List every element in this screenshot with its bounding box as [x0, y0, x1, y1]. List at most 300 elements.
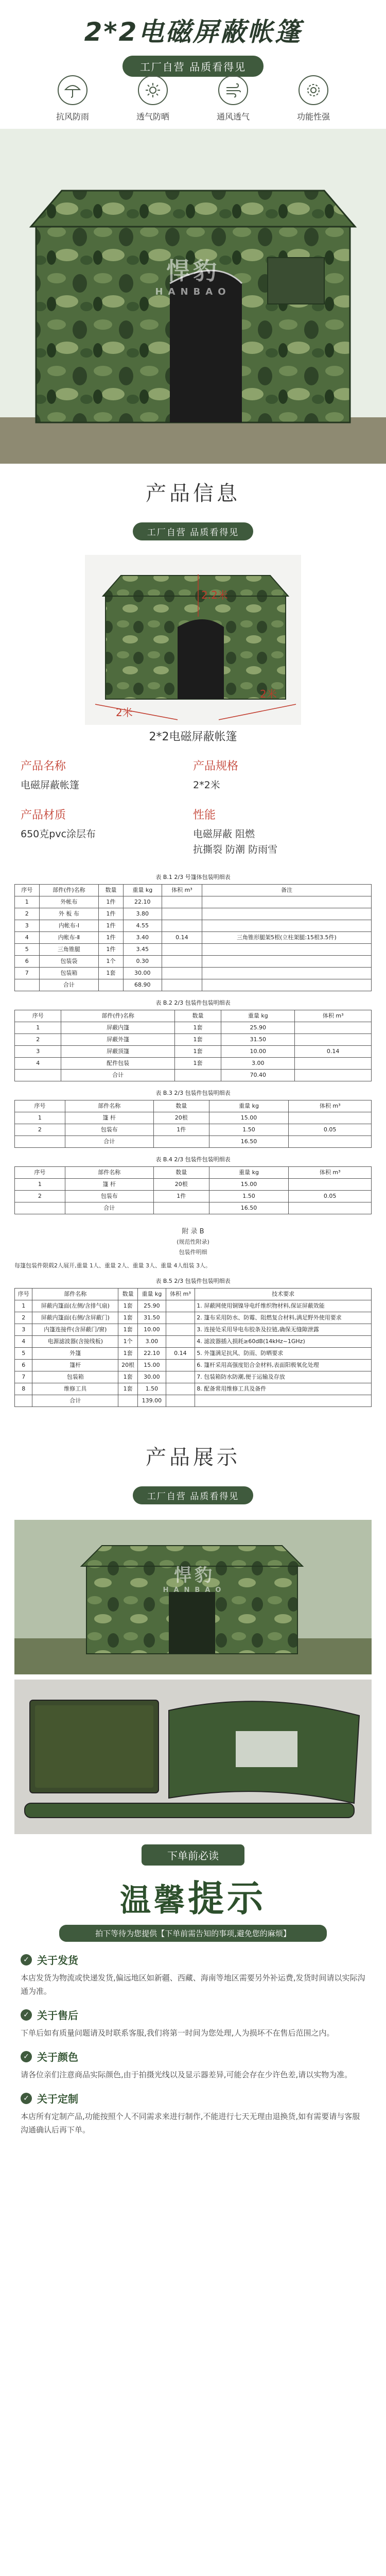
umbrella-icon: [58, 75, 87, 105]
table-cell: 1套: [174, 1034, 221, 1046]
spec-value: 650克pvc涂层布: [21, 828, 96, 840]
table-cell: 20根: [118, 1360, 138, 1371]
spec-value: 电磁屏蔽 阻燃 抗撕裂 防潮 防雨雪: [193, 828, 278, 855]
table-cell: [15, 1070, 61, 1081]
table-cell: 6: [15, 1360, 32, 1371]
table-cell: 3: [15, 920, 40, 932]
table-cell: 16.50: [209, 1202, 289, 1214]
table-header-cell: 部件(件)名称: [61, 1010, 174, 1022]
table-cell: [295, 1022, 372, 1034]
spec-value: 2*2米: [193, 779, 220, 791]
feature-item: [125, 75, 181, 129]
table-cell: 68.90: [123, 979, 162, 991]
table-cell: 屏蔽内篷面(右侧/含屏蔽门): [32, 1312, 118, 1324]
table-cell: 3.40: [123, 932, 162, 944]
notice-heading: [21, 2049, 365, 2064]
table-row: [15, 1112, 372, 1124]
table-header-cell: 备注: [202, 885, 371, 896]
table-cell: 25.90: [221, 1022, 295, 1034]
table-row: [15, 1383, 372, 1395]
table-cell: [118, 1395, 138, 1407]
table-cell: 三角锥形腿架5根(立柱架腿:15根3.5件): [202, 932, 371, 944]
notice-item: [0, 2091, 386, 2137]
table-header-cell: 体积 m³: [289, 1167, 372, 1179]
table-cell: 2. 篷布采用防水、防霉、阻燃复合材料,满足野外使用要求: [195, 1312, 372, 1324]
table-cell: 22.10: [123, 896, 162, 908]
spec-key: 产品材质: [21, 809, 66, 822]
table-cell: [289, 1136, 372, 1148]
table-row: [15, 1336, 372, 1348]
gear-icon: [299, 75, 328, 105]
table-cell: 0.14: [295, 1046, 372, 1058]
table-cell: 0.14: [162, 932, 202, 944]
table-cell: 1: [15, 1300, 32, 1312]
table-cell: [289, 1112, 372, 1124]
table-row: [15, 1124, 372, 1136]
spec-size: [193, 757, 365, 793]
table-cell: 1件: [99, 920, 124, 932]
table-row: [15, 1046, 372, 1058]
table-cell: 1.50: [138, 1383, 166, 1395]
notice-item: [0, 2007, 386, 2040]
table-cell: [162, 920, 202, 932]
watermark-en: HANBAO: [155, 286, 231, 297]
table-cell: 4: [15, 932, 40, 944]
table-row: [15, 1324, 372, 1336]
table-cell: 4: [15, 1336, 32, 1348]
table-cell: 1件: [99, 908, 124, 920]
table-cell: 1个: [99, 956, 124, 968]
table-cell: [202, 908, 371, 920]
table-cell: 3.00: [221, 1058, 295, 1070]
table-cell: 1.50: [209, 1124, 289, 1136]
spec-key: 性能: [193, 809, 216, 822]
table-row: [15, 1136, 372, 1148]
table-cell: 外帐布: [39, 896, 99, 908]
feature-item: [44, 75, 101, 129]
sun-icon: [138, 75, 168, 105]
table-cell: [166, 1312, 195, 1324]
hero-slogan: 工厂自营 品质看得见: [122, 56, 264, 77]
table-cell: 31.50: [221, 1034, 295, 1046]
table-header-cell: 部件名称: [65, 1167, 153, 1179]
table-row: [15, 1179, 372, 1191]
table-caption: 表 B.1 2/3 号篷体包装明细表: [155, 874, 231, 880]
table-cell: [153, 1202, 209, 1214]
table-cell: 1套: [118, 1324, 138, 1336]
table-cell: [153, 1136, 209, 1148]
table-cell: [15, 979, 40, 991]
notice-badge: 下单前必读: [142, 1844, 244, 1866]
table-caption: 表 B.5 2/3 包装件包装明细表: [155, 1278, 231, 1284]
check-icon: ✓: [21, 2051, 32, 2062]
table-cell: 1件: [153, 1124, 209, 1136]
notice-heading: [21, 2007, 365, 2022]
table-cell: 1件: [153, 1191, 209, 1202]
spec-key: 产品规格: [193, 760, 239, 773]
table-cell: [289, 1179, 372, 1191]
table-header-cell: 部件名称: [65, 1100, 153, 1112]
feature-label: 透气防晒: [136, 112, 169, 122]
table-cell: 屏蔽内篷: [61, 1022, 174, 1034]
table-header-cell: 重量 kg: [221, 1010, 295, 1022]
table-cell: 内篷连接件(含屏蔽门/窗): [32, 1324, 118, 1336]
table-cell: 三角锥腿: [39, 944, 99, 956]
table-cell: 0.30: [123, 956, 162, 968]
feature-label: 抗风防雨: [56, 112, 89, 122]
table-cell: 1件: [99, 932, 124, 944]
table-cell: 7: [15, 1371, 32, 1383]
table-cell: 1件: [99, 944, 124, 956]
table-cell: 2: [15, 1034, 61, 1046]
packing-table-b3: [14, 1100, 372, 1148]
table-cell: [166, 1395, 195, 1407]
table-cell: 包装袋: [39, 956, 99, 968]
table-cell: 1: [15, 1112, 65, 1124]
table-header-cell: 重量 kg: [138, 1289, 166, 1300]
table-row: [15, 1371, 372, 1383]
table-caption: 表 B.3 2/3 包装件包装明细表: [155, 1090, 231, 1096]
table-cell: [295, 1070, 372, 1081]
appendix-note: 每篷包装件限载2人展开,重量 1人、重量 2人、重量 3人、重量 4人组装 3人。: [14, 1262, 211, 1269]
dimension-height: 2.2米: [201, 589, 228, 601]
notice-heading: [21, 1952, 365, 1967]
packing-table-b1: [14, 884, 372, 991]
packing-document: [0, 873, 386, 1407]
table-cell: 2: [15, 908, 40, 920]
table-cell: 1套: [118, 1348, 138, 1360]
watermark-en: HANBAO: [163, 1586, 226, 1594]
table-header-cell: 体积 m³: [289, 1100, 372, 1112]
table-cell: 5. 外篷满足抗风、防雨、防晒要求: [195, 1348, 372, 1360]
table-cell: [166, 1336, 195, 1348]
table-cell: 20根: [153, 1112, 209, 1124]
table-cell: 1: [15, 1022, 61, 1034]
table-row: [15, 1300, 372, 1312]
table-header-cell: 重量 kg: [123, 885, 162, 896]
table-cell: [166, 1371, 195, 1383]
notice-heading-text: 关于颜色: [37, 2051, 78, 2063]
table-cell: [202, 944, 371, 956]
table-caption: 表 B.4 2/3 包装件包装明细表: [155, 1156, 231, 1163]
table-row: [15, 1312, 372, 1324]
table-cell: 2: [15, 1191, 65, 1202]
table-cell: 篷 杆: [65, 1112, 153, 1124]
section-header: [0, 1428, 386, 1510]
table-cell: 3.00: [138, 1336, 166, 1348]
table-cell: 2: [15, 1124, 65, 1136]
table-cell: 2: [15, 1312, 32, 1324]
table-cell: 7: [15, 968, 40, 979]
table-cell: 15.00: [209, 1179, 289, 1191]
table-cell: 内帐布-Ⅱ: [39, 932, 99, 944]
table-header-row: [15, 885, 372, 896]
table-header-cell: 数量: [153, 1167, 209, 1179]
table-cell: 外篷: [32, 1348, 118, 1360]
check-icon: ✓: [21, 2009, 32, 2021]
table-cell: 3.80: [123, 908, 162, 920]
table-row: [15, 1348, 372, 1360]
notice-body: 下单后如有质量问题请及时联系客服,我们将第一时间为您处理,人为损坏不在售后范围之内。: [21, 2028, 335, 2038]
product-display-section: [0, 1428, 386, 1834]
table-header-cell: 数量: [118, 1289, 138, 1300]
table-cell: 合计: [39, 979, 99, 991]
table-cell: 3.45: [123, 944, 162, 956]
table-header-row: [15, 1289, 372, 1300]
table-cell: 屏蔽外篷: [61, 1034, 174, 1046]
check-icon: ✓: [21, 1954, 32, 1965]
table-row: [15, 1070, 372, 1081]
table-header-cell: 序号: [15, 1100, 65, 1112]
table-cell: 0.14: [166, 1348, 195, 1360]
notice-heading-text: 关于售后: [37, 2009, 78, 2022]
table-row: [15, 1202, 372, 1214]
table-cell: [295, 1058, 372, 1070]
table-row: [15, 1395, 372, 1407]
appendix-subtitle: (规范性附录): [177, 1239, 209, 1245]
table-row: [15, 944, 372, 956]
packing-table-b4: [14, 1166, 372, 1214]
table-cell: [289, 1202, 372, 1214]
appendix-subtitle-2: 包装件明细: [179, 1249, 207, 1256]
table-cell: 15.00: [209, 1112, 289, 1124]
table-cell: 5: [15, 944, 40, 956]
table-header-cell: 数量: [153, 1100, 209, 1112]
table-cell: [202, 920, 371, 932]
table-cell: 合计: [32, 1395, 118, 1407]
table-cell: 3: [15, 1046, 61, 1058]
table-row: [15, 979, 372, 991]
packing-table-b5: [14, 1288, 372, 1407]
table-cell: [166, 1360, 195, 1371]
table-row: [15, 908, 372, 920]
table-cell: 篷杆: [32, 1360, 118, 1371]
table-cell: 0.05: [289, 1191, 372, 1202]
watermark-cn: 悍豹: [166, 257, 220, 285]
table-cell: 内帐布-I: [39, 920, 99, 932]
table-cell: 8. 配备常用维修工具及备件: [195, 1383, 372, 1395]
table-cell: 15.00: [138, 1360, 166, 1371]
photo-caption: 2*2电磁屏蔽帐篷: [149, 731, 237, 743]
table-header-cell: 部件名称: [32, 1289, 118, 1300]
wind-icon: [218, 75, 248, 105]
table-cell: [162, 956, 202, 968]
section-header: [0, 464, 386, 546]
table-cell: 1套: [118, 1383, 138, 1395]
table-header-cell: 体积 m³: [166, 1289, 195, 1300]
table-cell: [162, 908, 202, 920]
table-header-row: [15, 1167, 372, 1179]
spec-grid: [0, 744, 386, 857]
watermark-cn: 悍豹: [174, 1565, 215, 1586]
table-cell: 4: [15, 1058, 61, 1070]
table-cell: 1套: [118, 1312, 138, 1324]
table-cell: [162, 979, 202, 991]
table-cell: 3. 连接处采用导电布胶条及拉链,确保无缝隙泄露: [195, 1324, 372, 1336]
table-header-cell: 技术要求: [195, 1289, 372, 1300]
table-cell: 包装箱: [39, 968, 99, 979]
table-cell: 31.50: [138, 1312, 166, 1324]
table-header-row: [15, 1100, 372, 1112]
table-cell: 包装布: [65, 1124, 153, 1136]
table-cell: 篷 杆: [65, 1179, 153, 1191]
table-cell: 1套: [118, 1300, 138, 1312]
table-cell: 电源滤波器(含接线板): [32, 1336, 118, 1348]
table-cell: 屏蔽内篷面(左侧/含排气扇): [32, 1300, 118, 1312]
section-title: 产品信息: [146, 482, 240, 505]
table-cell: [99, 979, 124, 991]
notice-title-b: 提示: [188, 1877, 266, 1920]
table-header-cell: 序号: [15, 885, 40, 896]
table-cell: 1.50: [209, 1191, 289, 1202]
table-cell: 4.55: [123, 920, 162, 932]
table-cell: [166, 1300, 195, 1312]
table-cell: 维修工具: [32, 1383, 118, 1395]
table-header-cell: 部件(件)名称: [39, 885, 99, 896]
package-illustration: [14, 1680, 372, 1834]
table-cell: [202, 968, 371, 979]
notice-heading-text: 关于定制: [37, 2093, 78, 2105]
section-subtitle: 工厂自营 品质看得见: [133, 1486, 253, 1504]
table-cell: [162, 968, 202, 979]
table-row: [15, 896, 372, 908]
section-title: 产品展示: [146, 1446, 240, 1469]
table-cell: 1套: [99, 968, 124, 979]
table-header-cell: 序号: [15, 1289, 32, 1300]
table-cell: 7. 包装箱防水防潮,便于运输及存放: [195, 1371, 372, 1383]
table-cell: 8: [15, 1383, 32, 1395]
hero-header: [0, 0, 386, 73]
table-row: [15, 1034, 372, 1046]
table-cell: [295, 1034, 372, 1046]
table-cell: 139.00: [138, 1395, 166, 1407]
table-row: [15, 1022, 372, 1034]
table-caption: 表 B.2 2/3 包装件包装明细表: [155, 999, 231, 1006]
table-cell: 5: [15, 1348, 32, 1360]
notice-heading: [21, 2091, 365, 2106]
table-cell: 6. 篷杆采用高强度铝合金材料,表面阳极氧化处理: [195, 1360, 372, 1371]
packing-table-b2: [14, 1010, 372, 1081]
notice-title-a: 温馨: [120, 1883, 188, 1919]
table-cell: 70.40: [221, 1070, 295, 1081]
table-cell: 1: [15, 1179, 65, 1191]
table-cell: [166, 1324, 195, 1336]
table-cell: [202, 979, 371, 991]
table-header-cell: 数量: [174, 1010, 221, 1022]
dimension-left: 2米: [116, 706, 133, 719]
table-row: [15, 1058, 372, 1070]
table-row: [15, 920, 372, 932]
dimension-right: 2米: [260, 688, 277, 700]
table-cell: 20根: [153, 1179, 209, 1191]
watermark: [143, 1561, 246, 1594]
display-photo-package: [14, 1680, 372, 1834]
table-cell: 10.00: [138, 1324, 166, 1336]
check-icon: ✓: [21, 2093, 32, 2104]
notice-body: 请各位亲们注意商品实际颜色,由于拍摄光线以及显示器差异,可能会存在少许色差,请以实物为准。: [21, 2070, 353, 2079]
table-cell: [174, 1070, 221, 1081]
tent-outdoor-illustration: [14, 1520, 372, 1674]
table-cell: [162, 944, 202, 956]
table-header-row: [15, 1010, 372, 1022]
table-header-cell: 体积 m³: [162, 885, 202, 896]
appendix-title: 附 录 B: [182, 1228, 204, 1235]
table-header-cell: 序号: [15, 1167, 65, 1179]
notice-title: [0, 1870, 386, 1922]
notice-heading-text: 关于发货: [37, 1954, 78, 1967]
spec-performance: [193, 806, 365, 857]
table-cell: [195, 1395, 372, 1407]
table-cell: 25.90: [138, 1300, 166, 1312]
notice-item: [0, 2049, 386, 2081]
main-product-photo: [0, 129, 386, 464]
table-cell: 包装布: [65, 1191, 153, 1202]
table-header-cell: 序号: [15, 1010, 61, 1022]
feature-label: 功能性强: [296, 112, 330, 122]
table-cell: [162, 896, 202, 908]
table-cell: [202, 896, 371, 908]
table-cell: 包装箱: [32, 1371, 118, 1383]
watermark: [131, 252, 255, 297]
table-header-cell: 数量: [99, 885, 124, 896]
table-cell: 3: [15, 1324, 32, 1336]
table-cell: 10.00: [221, 1046, 295, 1058]
table-cell: 配件包装: [61, 1058, 174, 1070]
table-cell: 1: [15, 896, 40, 908]
table-cell: 1套: [118, 1371, 138, 1383]
notice-section: [0, 1844, 386, 2157]
product-info-section: [0, 464, 386, 857]
table-row: [15, 932, 372, 944]
spec-value: 电磁屏蔽帐篷: [21, 779, 80, 791]
table-cell: 1套: [174, 1022, 221, 1034]
table-cell: [15, 1136, 65, 1148]
table-cell: 1套: [174, 1058, 221, 1070]
table-cell: 4. 滤波器插入损耗≥60dB(14kHz~1GHz): [195, 1336, 372, 1348]
dimension-photo: [85, 555, 301, 725]
table-cell: 外 板 布: [39, 908, 99, 920]
table-row: [15, 956, 372, 968]
table-header-cell: 重量 kg: [209, 1100, 289, 1112]
notice-item: [0, 1952, 386, 1998]
table-cell: 1个: [118, 1336, 138, 1348]
table-cell: 1套: [174, 1046, 221, 1058]
table-row: [15, 1360, 372, 1371]
table-cell: 合计: [65, 1136, 153, 1148]
table-cell: 合计: [65, 1202, 153, 1214]
spec-name: [21, 757, 193, 793]
feature-label: 通风透气: [216, 112, 250, 122]
spec-material: [21, 806, 193, 857]
display-photo-tent: [14, 1520, 372, 1674]
table-cell: 1. 屏蔽网使用铜镍导电纤维织物材料,保证屏蔽效能: [195, 1300, 372, 1312]
table-cell: [166, 1383, 195, 1395]
section-subtitle: 工厂自营 品质看得见: [133, 522, 253, 540]
feature-item: [205, 75, 261, 129]
notice-body: 本店所有定制产品,功能按照个人不同需求来进行制作,不能进行七天无理由退换货,如有需要请与客服沟通确认后再下单。: [21, 2112, 360, 2134]
table-cell: 屏蔽顶篷: [61, 1046, 174, 1058]
feature-item: [285, 75, 342, 129]
table-cell: 30.00: [138, 1371, 166, 1383]
table-cell: 1件: [99, 896, 124, 908]
table-header-cell: 重量 kg: [209, 1167, 289, 1179]
table-cell: [15, 1395, 32, 1407]
table-cell: [202, 956, 371, 968]
table-cell: 6: [15, 956, 40, 968]
table-cell: 22.10: [138, 1348, 166, 1360]
table-cell: 16.50: [209, 1136, 289, 1148]
table-header-cell: 体积 m³: [295, 1010, 372, 1022]
